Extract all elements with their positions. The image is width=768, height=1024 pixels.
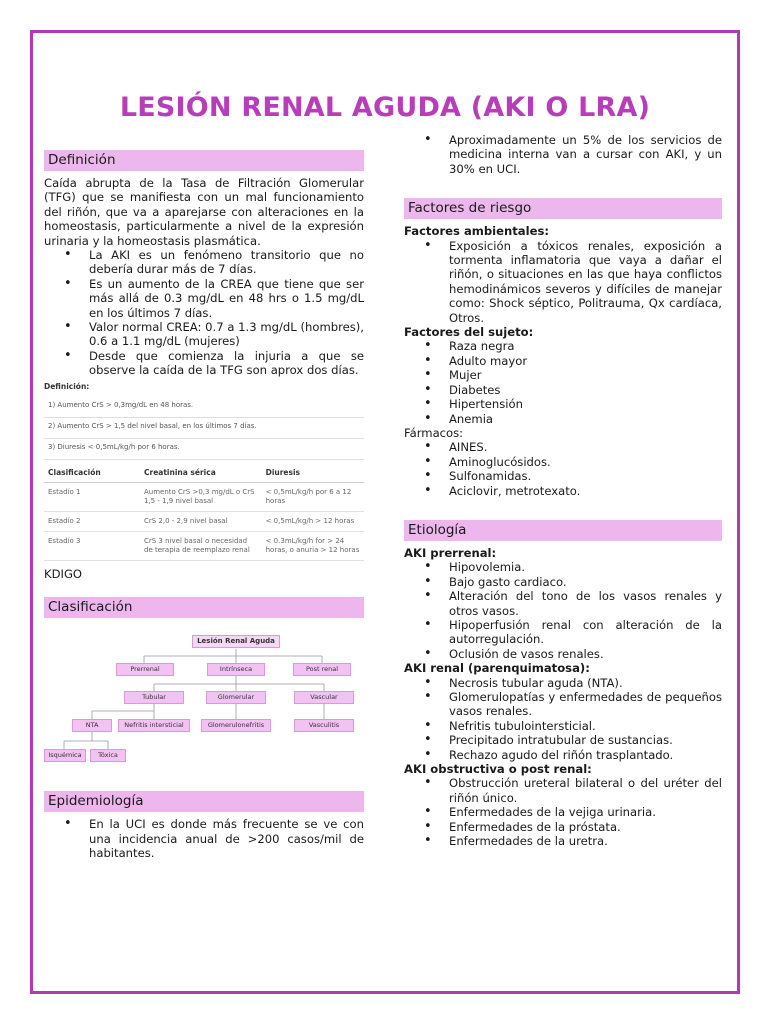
farmacos-list: [404, 440, 722, 498]
diagram-node-vascular: Vascular: [294, 691, 354, 704]
list-item: • Oclusión de vasos renales.: [404, 647, 722, 661]
list-item: • La AKI es un fenómeno transitorio que no debería durar más de 7 días.: [44, 248, 364, 277]
table-row: [44, 482, 364, 511]
classification-diagram: [44, 623, 364, 783]
kdigo-table-image: [44, 382, 364, 561]
section-heading-clasificacion: Clasificación: [44, 597, 364, 618]
diagram-node-glomerulonefritis: Glomerulonefritis: [201, 719, 271, 732]
definicion-list: [44, 248, 364, 378]
table-row: [44, 531, 364, 560]
section-heading-definicion: Definición: [44, 150, 364, 171]
aki-obstructiva-list: [404, 776, 722, 848]
list-item: • Hipoperfusión renal con alteración de la autorregulación.: [404, 618, 722, 647]
list-item: • Diabetes: [404, 383, 722, 397]
diagram-node-toxica: Tóxica: [90, 749, 126, 762]
table-cell: Estadío 3: [44, 531, 140, 560]
factores-ambientales-label: Factores ambientales:: [404, 224, 549, 239]
kdigo-criterion: 2) Aumento CrS > 1,5 del nivel basal, en los últimos 7 días.: [44, 418, 364, 439]
factores-sujeto-list: [404, 339, 722, 425]
table-cell: < 0,5mL/kg/h por 6 a 12 horas: [262, 482, 364, 511]
factores-ambientales-list: [404, 239, 722, 325]
table-header: Creatinina sérica: [140, 463, 262, 483]
list-item: • Precipitado intratubular de sustancias.: [404, 733, 722, 747]
list-item: • Adulto mayor: [404, 354, 722, 368]
list-item: • Glomerulopatías y enfermedades de pequeños vasos renales.: [404, 690, 722, 719]
list-item: • Enfermedades de la uretra.: [404, 834, 722, 848]
aki-prerrenal-label: AKI prerrenal:: [404, 545, 497, 560]
list-item: • AINES.: [404, 440, 722, 454]
aki-prerrenal-list: [404, 560, 722, 661]
list-item: • Aminoglucósidos.: [404, 455, 722, 469]
kdigo-criterion: 1) Aumento CrS > 0,3mg/dL en 48 horas.: [44, 397, 364, 418]
kdigo-criterion: 3) Diuresis < 0,5mL/kg/h por 6 horas.: [44, 439, 364, 460]
list-item: • Nefritis tubulointersticial.: [404, 719, 722, 733]
list-item: • Rechazo agudo del riñón trasplantado.: [404, 748, 722, 762]
right-column: [404, 133, 722, 848]
diagram-node-nefritis: Nefritis intersticial: [118, 719, 190, 732]
diagram-node-tubular: Tubular: [124, 691, 184, 704]
diagram-node-nta: NTA: [72, 719, 112, 732]
kdigo-label: KDIGO: [44, 566, 83, 581]
definicion-paragraph: Caída abrupta de la Tasa de Filtración Glomerular (TFG) que se manifiesta con un mal funcionamiento del riñón, que va a aparejarse con alteraciones en la homeostasis, particularmente a nivel de la expresión urinaria y la homeostasis plasmática.: [44, 176, 364, 248]
diagram-node-root: Lesión Renal Aguda: [192, 635, 280, 648]
section-heading-factores: Factores de riesgo: [404, 198, 722, 219]
list-item: • Enfermedades de la vejiga urinaria.: [404, 805, 722, 819]
list-item: • Sulfonamidas.: [404, 469, 722, 483]
list-item: • Raza negra: [404, 339, 722, 353]
list-item: • En la UCI es donde más frecuente se ve con una incidencia anual de >200 casos/mil de habitantes.: [44, 817, 364, 860]
diagram-node-vasculitis: Vasculitis: [294, 719, 354, 732]
page-title: LESIÓN RENAL AGUDA (AKI O LRA): [119, 92, 651, 123]
diagram-node-postrenal: Post renal: [293, 663, 351, 676]
table-cell: Estadío 2: [44, 511, 140, 531]
kdigo-stage-table: [44, 463, 364, 561]
kdigo-title: Definición:: [44, 381, 90, 391]
table-cell: CrS 2,0 - 2,9 nivel basal: [140, 511, 262, 531]
list-item: • Aproximadamente un 5% de los servicios de medicina interna van a cursar con AKI, y un 30% en UCI.: [404, 133, 722, 176]
table-header: Clasificación: [44, 463, 140, 483]
table-cell: Aumento CrS >0,3 mg/dL o CrS 1,5 - 1,9 nivel basal: [140, 482, 262, 511]
table-cell: CrS 3 nivel basal o necesidad de terapia de reemplazo renal: [140, 531, 262, 560]
list-item: • Aciclovir, metrotexato.: [404, 484, 722, 498]
diagram-node-glomerular: Glomerular: [206, 691, 266, 704]
aki-renal-list: [404, 676, 722, 762]
list-item: • Alteración del tono de los vasos renales y otros vasos.: [404, 589, 722, 618]
table-row: [44, 511, 364, 531]
section-heading-etiologia: Etiología: [404, 520, 722, 541]
list-item: • Bajo gasto cardiaco.: [404, 575, 722, 589]
list-item: • Hipertensión: [404, 397, 722, 411]
diagram-node-prerrenal: Prerrenal: [116, 663, 174, 676]
table-cell: < 0,5mL/kg/h > 12 horas: [262, 511, 364, 531]
list-item: • Obstrucción ureteral bilateral o del uréter del riñón único.: [404, 776, 722, 805]
list-item: • Mujer: [404, 368, 722, 382]
diagram-node-intrinseca: Intrínseca: [207, 663, 265, 676]
aki-obstructiva-label: AKI obstructiva o post renal:: [404, 762, 592, 777]
section-heading-epidemiologia: Epidemiología: [44, 791, 364, 812]
diagram-node-isquemica: Isquémica: [44, 749, 86, 762]
list-item: • Necrosis tubular aguda (NTA).: [404, 676, 722, 690]
table-cell: Estadío 1: [44, 482, 140, 511]
left-column: [44, 150, 364, 860]
table-header: Diuresis: [262, 463, 364, 483]
farmacos-label: Fármacos:: [404, 425, 464, 440]
list-item: • Exposición a tóxicos renales, exposición a tormenta inflamatoria que vaya a dañar el riñón, o situaciones en las que haya conflictos hemodinámicos severos y difíciles de manejar como: Shock séptico, Politrauma, Qx cardíaca, Otros.: [404, 239, 722, 325]
epidemiologia-list: [44, 817, 364, 860]
list-item: • Valor normal CREA: 0.7 a 1.3 mg/dL (hombres), 0.6 a 1.1 mg/dL (mujeres): [44, 320, 364, 349]
list-item: • Es un aumento de la CREA que tiene que ser más allá de 0.3 mg/dL en 48 hrs o 1.5 mg/dL en los últimos 7 días.: [44, 277, 364, 320]
epidemiologia-list-continued: [404, 133, 722, 176]
table-cell: < 0.3mL/kg/h for > 24 horas, o anuria > 12 horas: [262, 531, 364, 560]
list-item: • Enfermedades de la próstata.: [404, 820, 722, 834]
aki-renal-label: AKI renal (parenquimatosa):: [404, 661, 590, 676]
factores-sujeto-label: Factores del sujeto:: [404, 325, 534, 340]
list-item: • Desde que comienza la injuria a que se observe la caída de la TFG son aprox dos días.: [44, 349, 364, 378]
list-item: • Anemia: [404, 412, 722, 426]
list-item: • Hipovolemia.: [404, 560, 722, 574]
